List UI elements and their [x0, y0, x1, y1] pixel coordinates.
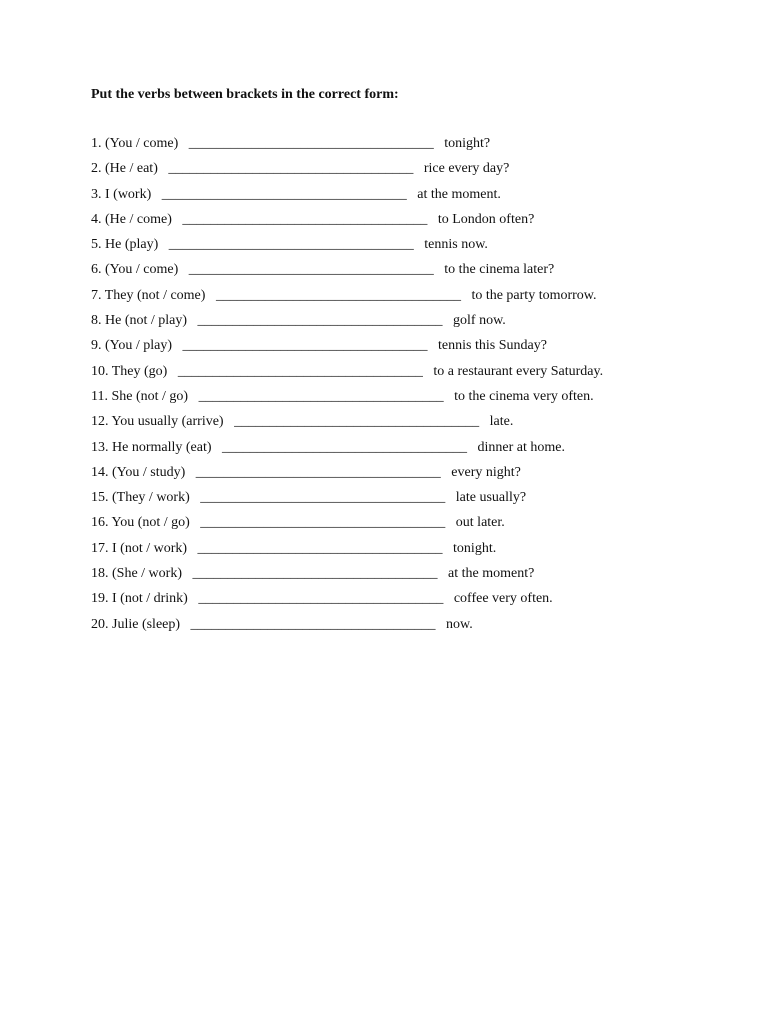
- answer-blank: ___________________________________: [188, 136, 434, 151]
- answer-blank: ___________________________________: [195, 464, 441, 480]
- exercise-prompt: 15. (They / work): [91, 490, 190, 506]
- exercise-ending: dinner at home.: [477, 439, 565, 455]
- answer-blank: ___________________________________: [197, 313, 443, 329]
- exercise-item-8: [91, 312, 603, 337]
- exercise-prompt: 11. She (not / go): [91, 388, 189, 404]
- answer-blank: ___________________________________: [215, 287, 461, 303]
- exercise-item-3: [91, 186, 603, 211]
- exercise-item-14: [91, 464, 603, 489]
- exercise-prompt: 7. They (not / come): [91, 287, 206, 303]
- exercise-item-13: [91, 439, 603, 464]
- exercise-prompt: 5. He (play): [91, 237, 159, 253]
- exercise-item-18: [91, 565, 603, 590]
- answer-blank: ___________________________________: [161, 186, 407, 202]
- exercise-prompt: 18. (She / work): [91, 566, 182, 582]
- answer-blank: ___________________________________: [198, 388, 444, 404]
- exercise-item-7: [91, 287, 603, 312]
- exercise-item-16: [91, 514, 603, 539]
- answer-blank: ___________________________________: [168, 161, 414, 177]
- answer-blank: ___________________________________: [222, 439, 468, 455]
- exercise-prompt: 2. (He / eat): [91, 161, 158, 177]
- exercise-prompt: 16. You (not / go): [91, 515, 190, 531]
- answer-blank: ___________________________________: [200, 515, 446, 531]
- exercise-item-4: [91, 211, 603, 236]
- exercise-item-5: [91, 236, 603, 261]
- exercise-ending: out later.: [455, 515, 505, 531]
- answer-blank: ___________________________________: [182, 211, 428, 227]
- exercise-ending: tonight?: [444, 136, 491, 151]
- exercise-item-2: [91, 160, 603, 185]
- exercise-ending: at the moment.: [417, 186, 501, 202]
- exercise-item-15: [91, 489, 603, 514]
- exercise-ending: golf now.: [453, 313, 506, 329]
- exercise-prompt: 1. (You / come): [91, 136, 179, 151]
- exercise-ending: late usually?: [455, 490, 527, 506]
- exercise-item-9: [91, 337, 603, 362]
- exercise-prompt: 20. Julie (sleep): [91, 616, 181, 632]
- exercise-prompt: 8. He (not / play): [91, 313, 188, 329]
- exercise-prompt: 14. (You / study): [91, 464, 186, 480]
- answer-blank: ___________________________________: [200, 490, 446, 506]
- exercise-ending: to the cinema later?: [444, 262, 555, 278]
- exercise-ending: to the party tomorrow.: [471, 287, 597, 303]
- answer-blank: ___________________________________: [182, 338, 428, 354]
- answer-blank: ___________________________________: [188, 262, 434, 278]
- exercise-item-20: [91, 616, 603, 641]
- exercise-prompt: 17. I (not / work): [91, 540, 188, 556]
- exercise-item-17: [91, 540, 603, 565]
- answer-blank: ___________________________________: [177, 363, 423, 379]
- exercise-ending: to the cinema very often.: [454, 388, 594, 404]
- exercise-list: [91, 135, 603, 641]
- exercise-ending: at the moment?: [448, 566, 535, 582]
- answer-blank: ___________________________________: [192, 566, 438, 582]
- exercise-prompt: 3. I (work): [91, 186, 152, 202]
- exercise-ending: to London often?: [437, 211, 535, 227]
- answer-blank: ___________________________________: [234, 414, 480, 430]
- exercise-item-1: [91, 135, 603, 160]
- exercise-ending: to a restaurant every Saturday.: [433, 363, 604, 379]
- exercise-ending: tennis this Sunday?: [438, 338, 547, 354]
- exercise-ending: now.: [446, 616, 473, 632]
- exercise-ending: coffee very often.: [453, 591, 553, 607]
- answer-blank: ___________________________________: [168, 237, 414, 253]
- exercise-item-11: [91, 388, 603, 413]
- exercise-ending: every night?: [451, 464, 521, 480]
- exercise-item-10: [91, 363, 603, 388]
- exercise-prompt: 13. He normally (eat): [91, 439, 212, 455]
- worksheet-instructions: Put the verbs between brackets in the correct form:: [91, 87, 399, 102]
- exercise-ending: tonight.: [453, 540, 497, 556]
- exercise-prompt: 4. (He / come): [91, 211, 172, 227]
- exercise-item-12: [91, 413, 603, 438]
- exercise-ending: late.: [489, 414, 514, 430]
- answer-blank: ___________________________________: [197, 540, 443, 556]
- exercise-prompt: 9. (You / play): [91, 338, 173, 354]
- exercise-item-19: [91, 590, 603, 615]
- exercise-ending: rice every day?: [423, 161, 510, 177]
- answer-blank: ___________________________________: [198, 591, 444, 607]
- exercise-prompt: 6. (You / come): [91, 262, 179, 278]
- exercise-prompt: 19. I (not / drink): [91, 591, 188, 607]
- exercise-prompt: 12. You usually (arrive): [91, 414, 224, 430]
- exercise-item-6: [91, 261, 603, 286]
- answer-blank: ___________________________________: [190, 616, 436, 632]
- exercise-ending: tennis now.: [424, 237, 488, 253]
- exercise-prompt: 10. They (go): [91, 363, 168, 379]
